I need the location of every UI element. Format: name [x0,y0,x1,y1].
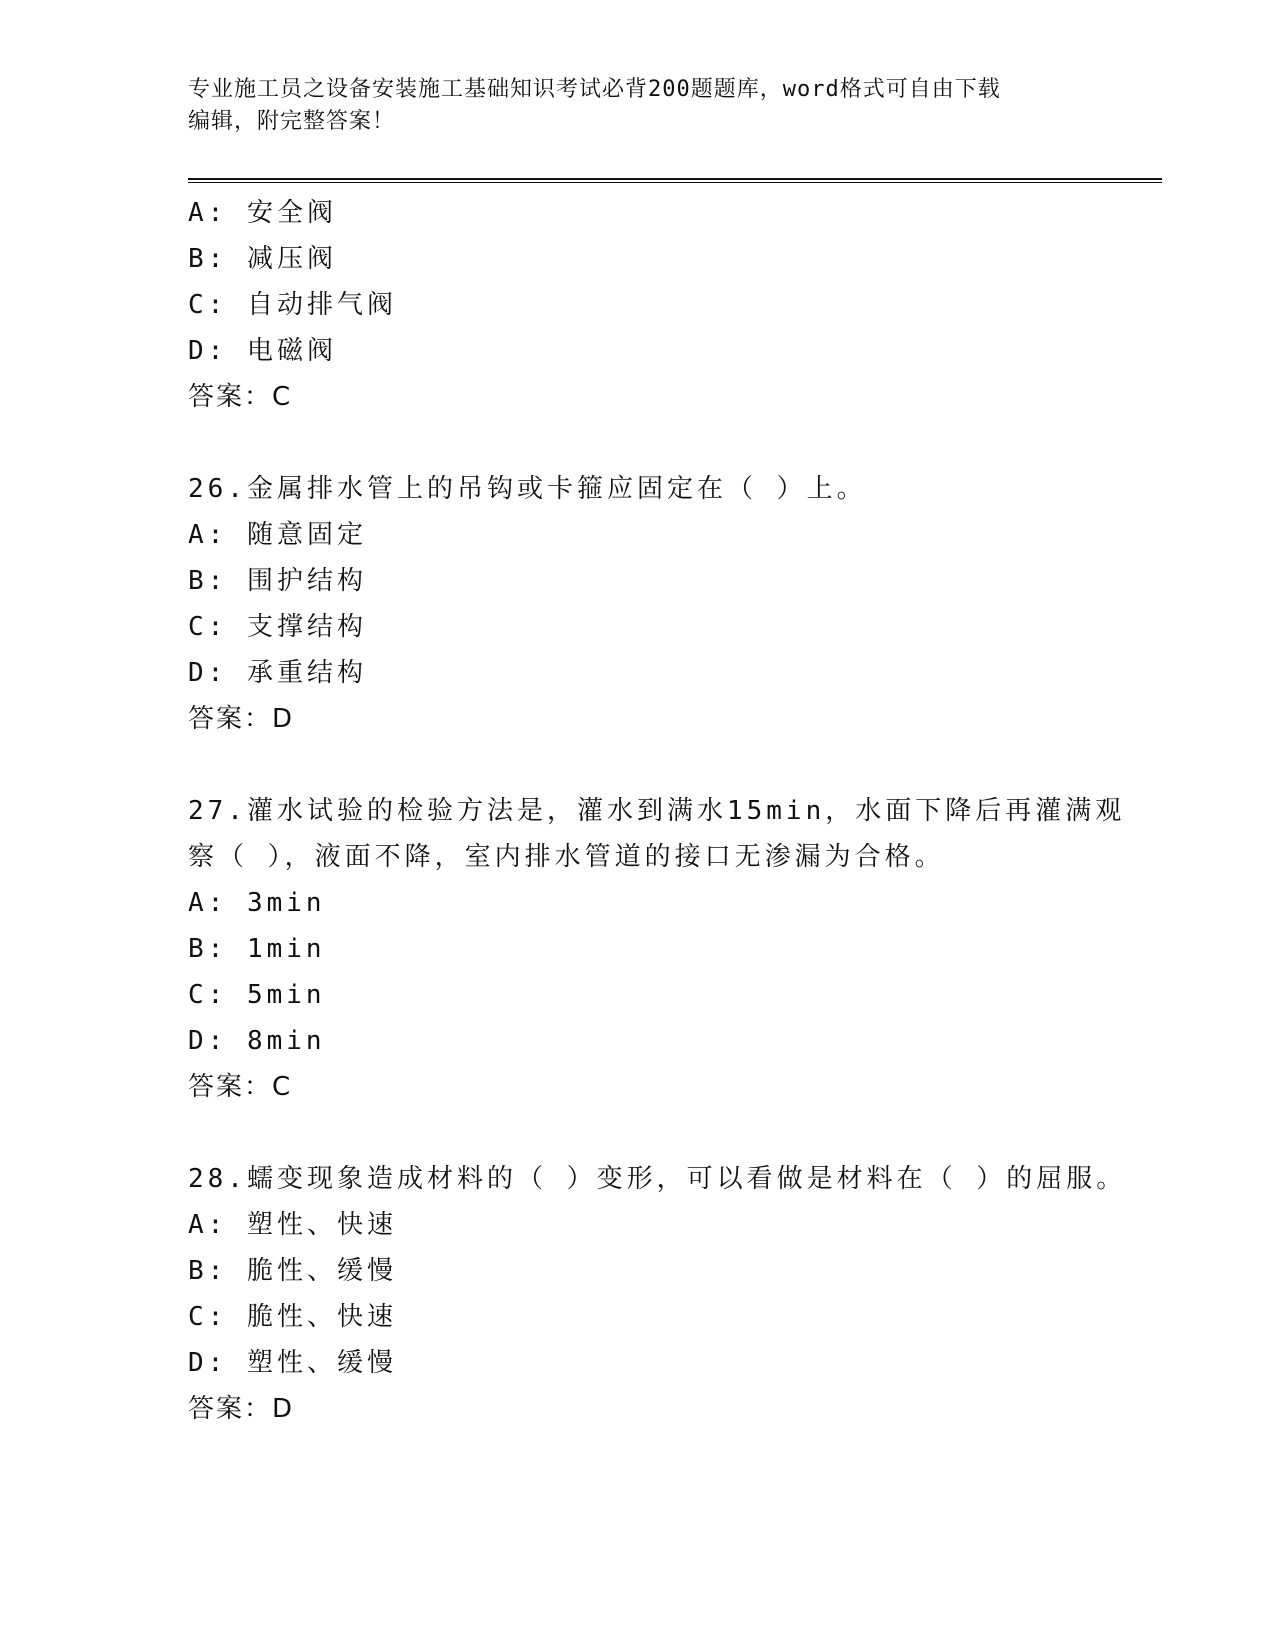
option-c: C: 自动排气阀 [188,290,397,320]
answer: 答案：C [188,382,293,412]
question-text-line-2: 察（ ），液面不降，室内排水管道的接口无渗漏为合格。 [188,842,945,872]
option-c: C: 5min [188,980,326,1010]
question-text: 28.蠕变现象造成材料的（ ）变形，可以看做是材料在（ ）的屈服。 [188,1164,1127,1194]
question-text-line-1: 27.灌水试验的检验方法是，灌水到满水15min，水面下降后再灌满观 [188,796,1126,826]
option-a: A: 塑性、快速 [188,1210,397,1240]
option-b: B: 减压阀 [188,244,337,274]
option-a: A: 3min [188,888,326,918]
option-b: B: 围护结构 [188,566,367,596]
option-c: C: 脆性、快速 [188,1302,397,1332]
question-27 [188,788,1126,1110]
question-26 [188,466,1088,742]
question-28 [188,1156,1127,1432]
spacer [188,1110,1088,1156]
option-d: D: 塑性、缓慢 [188,1348,397,1378]
option-c: C: 支撑结构 [188,612,367,642]
header-line-1: 专业施工员之设备安装施工基础知识考试必背200题题库，word格式可自由下载 [188,77,1001,102]
option-a: A: 安全阀 [188,198,337,228]
header-divider-thin [188,182,1162,183]
option-d: D: 承重结构 [188,658,367,688]
option-a: A: 随意固定 [188,520,367,550]
question-text: 26.金属排水管上的吊钩或卡箍应固定在（ ）上。 [188,474,867,504]
option-b: B: 1min [188,934,326,964]
answer: 答案：D [188,704,295,734]
document-header [188,74,1068,138]
option-d: D: 8min [188,1026,326,1056]
answer: 答案：C [188,1072,293,1102]
option-b: B: 脆性、缓慢 [188,1256,397,1286]
spacer [188,742,1088,788]
answer: 答案：D [188,1394,295,1424]
question-content [188,190,1127,1432]
header-line-2: 编辑，附完整答案！ [188,109,396,134]
option-d: D: 电磁阀 [188,336,337,366]
previous-question-block [188,190,1088,420]
spacer [188,420,1088,466]
header-divider-thick [188,178,1162,180]
